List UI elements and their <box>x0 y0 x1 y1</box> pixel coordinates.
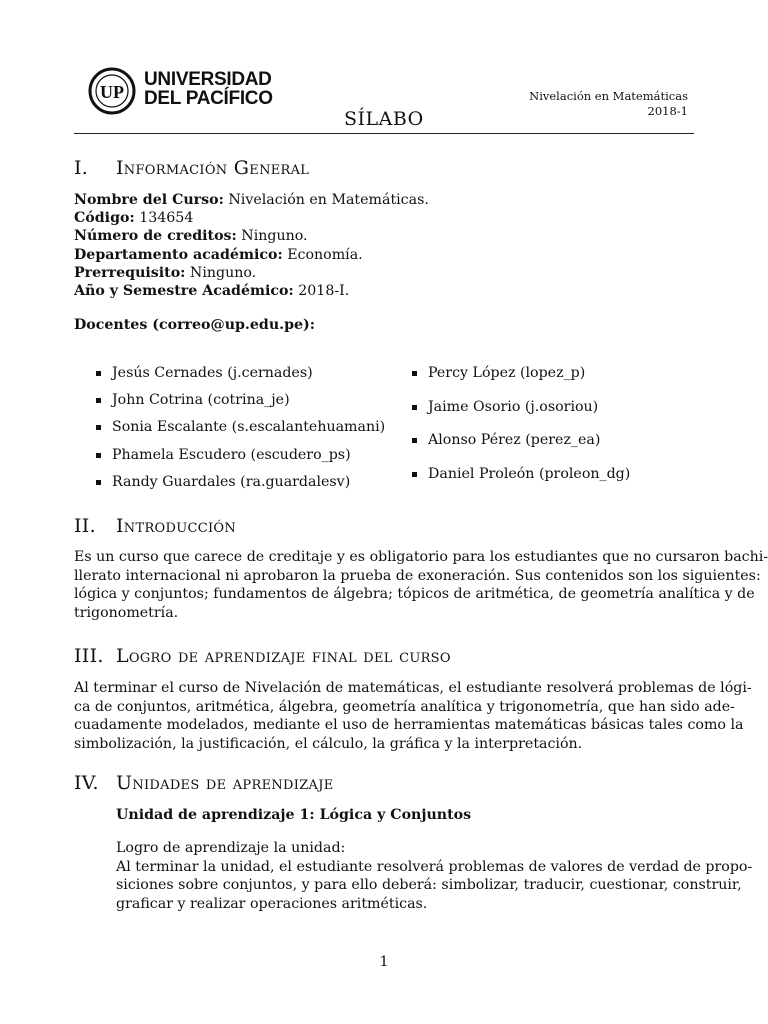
text-line: Logro de aprendizaje la unidad: <box>116 840 346 856</box>
section-title: Unidades de aprendizaje <box>116 772 334 794</box>
teacher-item: Jesús Cernades (j.cernades) <box>96 364 385 391</box>
section-title: Información General <box>116 157 310 179</box>
teacher-item: John Cotrina (cotrina_je) <box>96 391 385 418</box>
unit-1-text <box>116 839 753 913</box>
info-credits: Número de creditos: Ninguno. <box>74 228 308 245</box>
teacher-item: Alonso Pérez (perez_ea) <box>412 431 630 465</box>
document-title: SÍLABO <box>344 108 424 130</box>
text-line: siciones sobre conjuntos, y para ello deberá: simbolizar, traducir, cuestionar, construir, <box>116 877 742 893</box>
logo-line-1: UNIVERSIDAD <box>144 69 272 90</box>
section-number: I. <box>74 157 89 179</box>
teacher-item: Phamela Escudero (escudero_ps) <box>96 446 385 473</box>
teachers-list-right <box>412 364 630 498</box>
info-course-name: Nombre del Curso: Nivelación en Matemáticas. <box>74 192 429 208</box>
introduction-text <box>74 548 768 622</box>
section-heading-1 <box>74 156 309 180</box>
section-number: III. <box>74 645 104 667</box>
section-heading-3 <box>74 644 451 668</box>
teacher-item: Percy López (lopez_p) <box>412 364 630 398</box>
teacher-item: Jaime Osorio (j.osoriou) <box>412 398 630 432</box>
text-line: graficar y realizar operaciones aritméticas. <box>116 895 428 912</box>
teachers-list-left <box>96 364 385 500</box>
svg-text:UP: UP <box>100 82 124 102</box>
header-divider <box>74 133 694 134</box>
info-code: Código: 134654 <box>74 210 194 227</box>
text-line: Al terminar el curso de Nivelación de matemáticas, el estudiante resolverá problemas de lógi- <box>74 680 752 696</box>
info-department: Departamento académico: Economía. <box>74 246 363 263</box>
final-learning-goal-text <box>74 679 752 753</box>
teacher-item: Randy Guardales (ra.guardalesv) <box>96 473 385 500</box>
text-line: lógica y conjuntos; fundamentos de álgebra; tópicos de aritmética, de geometría analítica y de <box>74 586 755 602</box>
header-course-info <box>529 89 688 119</box>
teacher-item: Daniel Proleón (proleon_dg) <box>412 465 630 499</box>
text-line: simbolización, la justificación, el cálculo, la gráfica y la interpretación. <box>74 735 583 752</box>
unit-1-title: Unidad de aprendizaje 1: Lógica y Conjuntos <box>116 807 472 823</box>
header-course-name: Nivelación en Matemáticas <box>529 89 688 103</box>
logo-line-2: DEL PACÍFICO <box>144 88 273 109</box>
text-line: ca de conjuntos, aritmética, álgebra, geometría analítica y trigonometría, que han sido ade- <box>74 698 735 715</box>
text-line: llerato internacional ni aprobaron la prueba de exoneración. Sus contenidos son los siguientes: <box>74 567 761 584</box>
teachers-label: Docentes (correo@up.edu.pe): <box>74 317 315 333</box>
teacher-item: Sonia Escalante (s.escalantehuamani) <box>96 418 385 445</box>
section-heading-4 <box>74 771 334 795</box>
page-number: 1 <box>379 954 389 970</box>
info-year-semester: Año y Semestre Académico: 2018-I. <box>74 282 350 299</box>
text-line: Al terminar la unidad, el estudiante resolverá problemas de valores de verdad de propo- <box>116 858 753 875</box>
section-heading-2 <box>74 514 236 538</box>
section-title: Introducción <box>116 515 237 537</box>
university-logo <box>88 58 278 124</box>
section-number: IV. <box>74 772 99 794</box>
text-line: trigonometría. <box>74 604 179 621</box>
section-number: II. <box>74 515 96 537</box>
course-info <box>74 191 694 300</box>
info-prerequisite: Prerrequisito: Ninguno. <box>74 264 257 281</box>
text-line: Es un curso que carece de creditaje y es obligatorio para los estudiantes que no cursaron bachi- <box>74 549 768 565</box>
header-term: 2018-1 <box>647 104 688 118</box>
text-line: cuadamente modelados, mediante el uso de herramientas matemáticas básicas tales como la <box>74 717 744 733</box>
section-title: Logro de aprendizaje final del curso <box>116 645 451 667</box>
